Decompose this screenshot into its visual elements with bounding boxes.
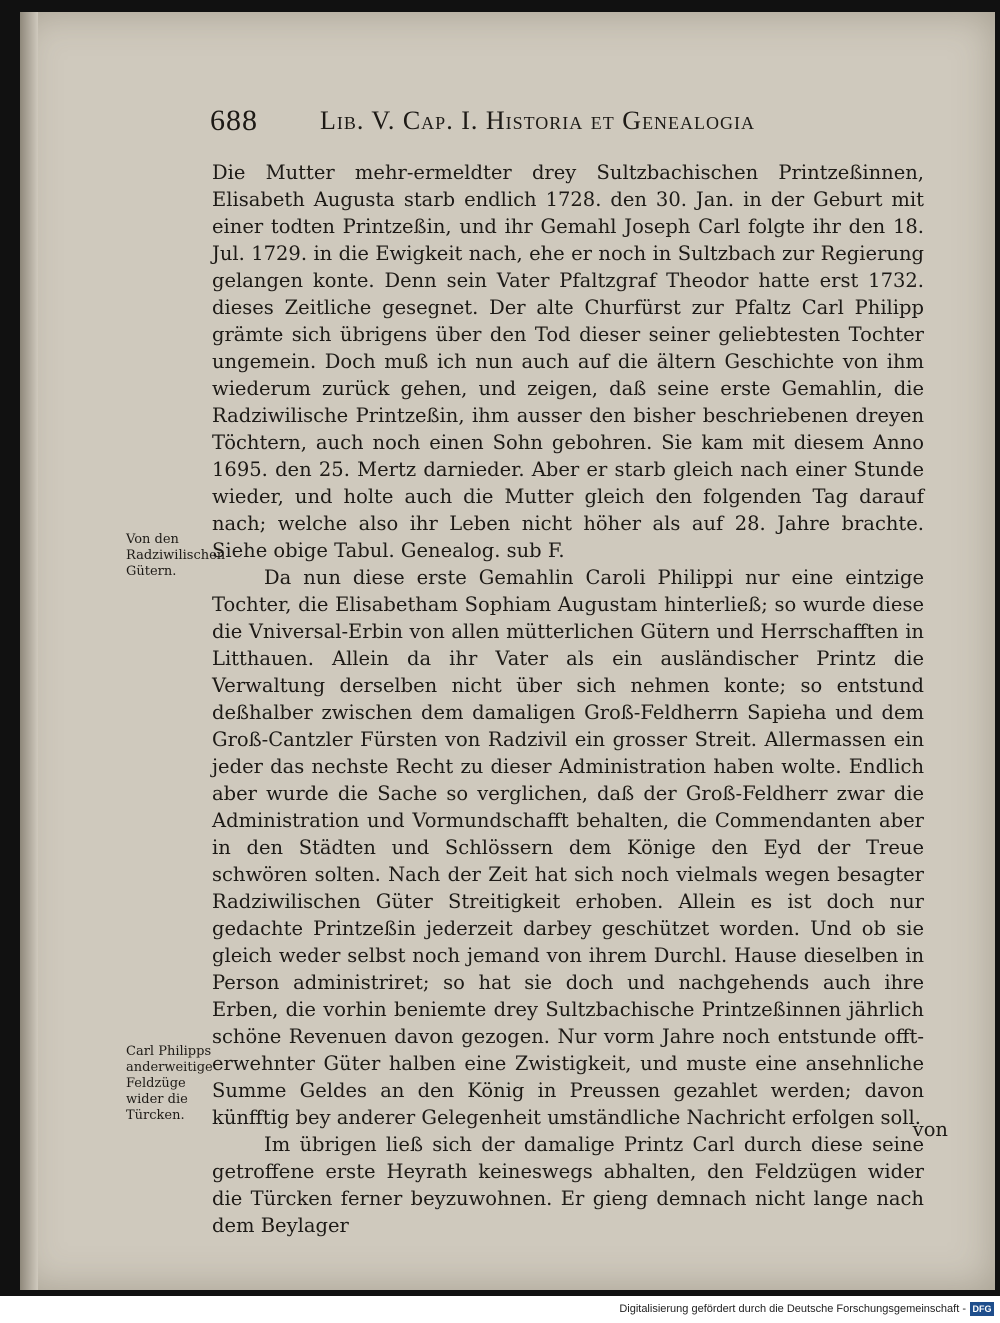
main-text xyxy=(212,159,924,1239)
paragraph: Im übrigen ließ sich der damalige Printz Carl durch diese seine getroffene erste Heyrath keineswegs abhalten, den Feldzügen wider die Türcken ferner beyzuwohnen. Er gieng demnach nicht lange nach dem Beylager xyxy=(212,1133,924,1237)
paragraph: Die Mutter mehr-ermeldter drey Sultzbachischen Printzeßinnen, Elisabeth Augusta starb endlich 1728. den 30. Jan. in der Geburt mit einer todten Printzeßin, und ihr Gemahl Joseph Carl folgte ihr den 18. Jul. 1729. in die Ewigkeit nach, ehe er noch in Sultzbach zur Regierung gelangen konte. Denn sein Vater Pfaltzgraf Theodor hatte erst 1732. dieses Zeitliche gesegnet. Der alte Churfürst zur Pfaltz Carl Philipp grämte sich übrigens über den Tod dieser seiner geliebtesten Tochter ungemein. Doch muß ich nun auch auf die ältern Geschichte von ihm wiederum zurück gehen, und zeigen, daß seine erste Gemahlin, die Radziwilische Printzeßin, ihm ausser den bisher beschriebenen dreyen Töchtern, auch noch einen Sohn gebohren. Sie kam mit diesem Anno 1695. den 25. Mertz darnieder. Aber er starb gleich nach einer Stunde wieder, und holte auch die Mutter gleich den folgenden Tag darauf nach; welche also ihr Leben nicht höher als auf 28. Jahre brachte. Siehe obige Tabul. Genealog. sub F. xyxy=(212,161,924,562)
paragraph: Da nun diese erste Gemahlin Caroli Philippi nur eine eintzige Tochter, die Elisabetham Sophiam Augustam hinterließ; so wurde diese die Vniversal-Erbin von allen mütterlichen Gütern und Herrschafften in Litthauen. Allein da ihr Vater als ein ausländischer Printz die Verwaltung derselben nicht über sich nehmen konte; so entstund deßhalber zwischen dem damaligen Groß-Feldherrn Sapieha und dem Groß-Cantzler Fürsten von Radzivil ein grosser Streit. Allermassen ein jeder das nechste Recht zu dieser Administration haben wolte. Endlich aber wurde die Sache so verglichen, daß der Groß-Feldherr zwar die Administration und Vormundschafft behalten, die Commendanten aber in den Städten und Schlössern dem Könige den Eyd der Treue schwören solten. Nach der Zeit hat sich noch vielmals wegen besagter Radziwilischen Güter Streitigkeit erhoben. Allein es ist doch nur gedachte Printzeßin jederzeit darbey geschützet worden. Und ob sie gleich weder selbst noch jemand von ihrem Durchl. Hause dieselben in Person administriret; so hat sie doch und nachgehends auch ihre Erben, die vorhin beniemte drey Sultzbachische Printzeßinnen jährlich schöne Revenuen davon gezogen. Nur vorm Jahre noch entstunde offt-erwehnter Güter halben eine Zwistigkeit, und muste eine ansehnliche Summe Geldes an den König in Preussen gezahlet werden; davon künfftig bey anderer Gelegenheit umständliche Nachricht erfolgen soll. xyxy=(212,566,924,1129)
dfg-logo[interactable]: DFG xyxy=(970,1302,994,1316)
footer-bar xyxy=(0,1296,1000,1323)
catchword: von xyxy=(912,1118,948,1141)
funding-credit: Digitalisierung gefördert durch die Deutsche Forschungsgemeinschaft - xyxy=(619,1303,966,1315)
margin-note: Carl Philipps anderweitige Feldzüge wider die Türcken. xyxy=(126,1044,213,1123)
margin-note: Von den Radziwilischen Gütern. xyxy=(126,532,226,579)
page-number: 688 xyxy=(210,104,258,137)
running-title: Lib. V. Cap. I. Historia et Genealogia xyxy=(320,106,756,135)
